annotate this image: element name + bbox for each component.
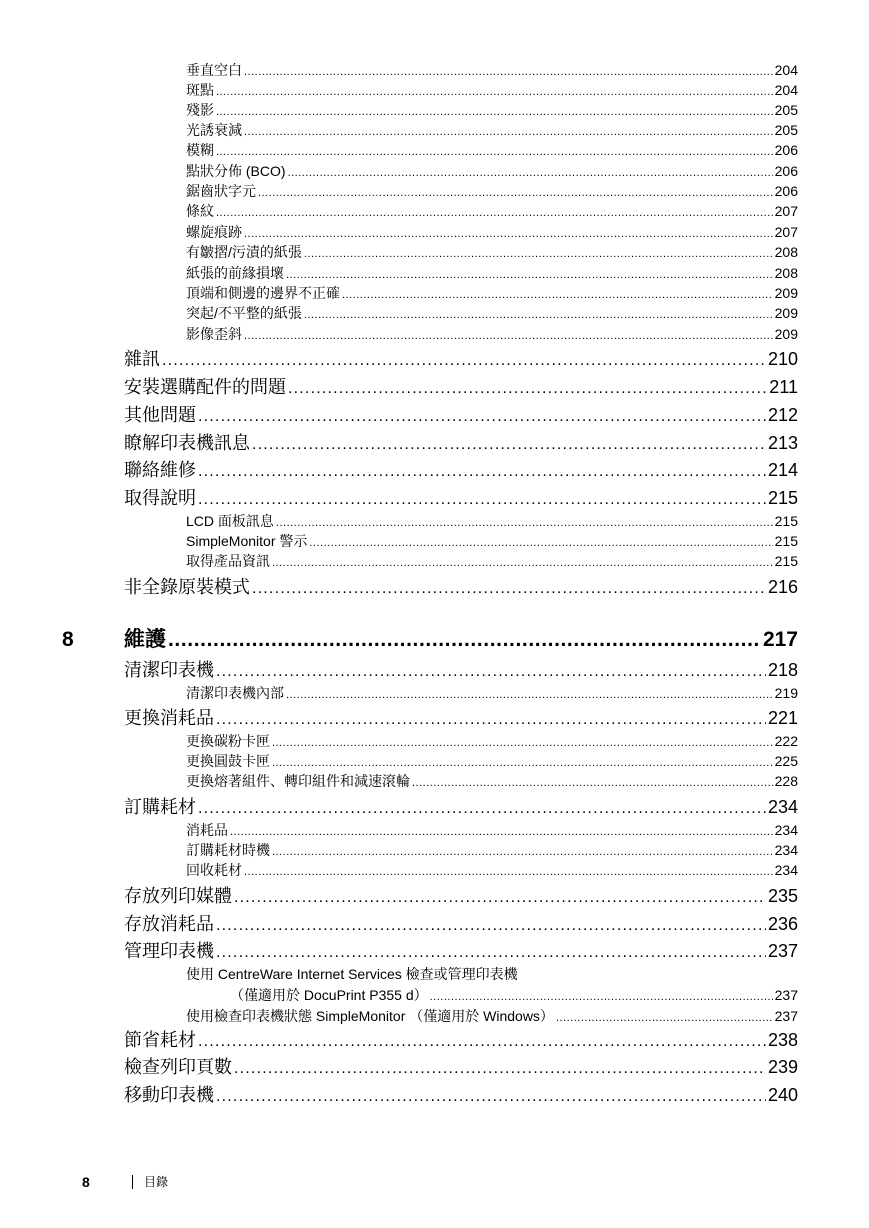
dot-leader xyxy=(216,143,773,161)
toc-entry-label: 更換碳粉卡匣 xyxy=(186,733,270,749)
dot-leader xyxy=(168,628,761,652)
toc-entry-page: 208 xyxy=(774,265,798,281)
toc-entry-page: 234 xyxy=(767,797,798,817)
toc-entry[interactable] xyxy=(186,121,798,141)
toc-entry[interactable] xyxy=(186,532,798,552)
toc-entry[interactable] xyxy=(124,940,798,964)
toc-entry-page: 212 xyxy=(767,405,798,425)
toc-entry[interactable] xyxy=(186,841,798,861)
dot-leader xyxy=(286,266,773,284)
dot-leader xyxy=(216,103,773,121)
toc-entry[interactable] xyxy=(124,459,798,483)
toc-entry-page: 204 xyxy=(774,62,798,78)
toc-entry-label: 更換消耗品 xyxy=(124,708,214,728)
footer-section-title: 目錄 xyxy=(144,1175,169,1189)
toc-entry[interactable] xyxy=(124,1056,798,1080)
toc-entry-page: 204 xyxy=(774,82,798,98)
toc-entry-page: 228 xyxy=(774,773,798,789)
toc-entry[interactable] xyxy=(124,913,798,937)
toc-entry-page: 237 xyxy=(767,941,798,961)
toc-entry-page: 234 xyxy=(774,822,798,838)
toc-entry[interactable] xyxy=(124,659,798,683)
toc-entry-label: 更換圓鼓卡匣 xyxy=(186,753,270,769)
dot-leader xyxy=(412,774,773,792)
toc-entry-page: 238 xyxy=(767,1030,798,1050)
toc-entry-label: （僅適用於 DocuPrint P355 d） xyxy=(230,987,428,1003)
dot-leader xyxy=(244,863,773,881)
toc-entry-page: 214 xyxy=(767,460,798,480)
toc-entry-label: 聯絡維修 xyxy=(124,460,196,480)
dot-leader xyxy=(198,1031,766,1053)
dot-leader xyxy=(234,1058,766,1080)
toc-entry-label: 其他問題 xyxy=(124,405,196,425)
toc-entry-label: 頂端和側邊的邊界不正確 xyxy=(186,285,340,301)
toc-entry[interactable] xyxy=(124,707,798,731)
toc-entry[interactable] xyxy=(186,552,798,572)
toc-entry[interactable] xyxy=(186,101,798,121)
toc-entry[interactable] xyxy=(124,1029,798,1053)
toc-entry-page: 215 xyxy=(774,553,798,569)
dot-leader xyxy=(216,661,766,683)
toc-entry-label: 管理印表機 xyxy=(124,941,214,961)
toc-entry[interactable] xyxy=(186,684,798,704)
dot-leader xyxy=(430,988,773,1006)
toc-chapter-entry[interactable] xyxy=(124,628,798,652)
toc-entry-page: 207 xyxy=(774,224,798,240)
toc-entry[interactable] xyxy=(124,885,798,909)
toc-entry-page: 206 xyxy=(774,142,798,158)
toc-entry-page: 225 xyxy=(774,753,798,769)
dot-leader xyxy=(556,1009,773,1027)
dot-leader xyxy=(162,350,766,372)
toc-entry-label: 突起/不平整的紙張 xyxy=(186,305,302,321)
dot-leader xyxy=(198,406,766,428)
dot-leader xyxy=(244,123,773,141)
toc-entry-page: 234 xyxy=(774,862,798,878)
toc-entry-label: 模糊 xyxy=(186,142,214,158)
toc-entry-label: 點狀分佈 (BCO) xyxy=(186,163,286,179)
toc-entry-page: 209 xyxy=(774,326,798,342)
dot-leader xyxy=(244,225,773,243)
toc-entry-label: 存放列印媒體 xyxy=(124,886,232,906)
dot-leader xyxy=(272,734,773,752)
toc-entry[interactable] xyxy=(230,986,798,1006)
toc-entry-label: 訂購耗材時機 xyxy=(186,842,270,858)
toc-entry-label: 非全錄原裝模式 xyxy=(124,577,250,597)
toc-entry[interactable] xyxy=(124,376,798,400)
toc-entry-label: 雜訊 xyxy=(124,349,160,369)
toc-entry-label: 有皺摺/污漬的紙張 xyxy=(186,244,302,260)
toc-entry-label: 取得產品資訊 xyxy=(186,553,270,569)
toc-entry-page: 216 xyxy=(767,577,798,597)
toc-entry-label: 垂直空白 xyxy=(186,62,242,78)
toc-entry[interactable] xyxy=(186,202,798,222)
toc-entry-label: 殘影 xyxy=(186,102,214,118)
toc-entry-page: 218 xyxy=(767,660,798,680)
toc-entry[interactable] xyxy=(124,432,798,456)
toc-entry-page: 239 xyxy=(767,1057,798,1077)
toc-entry-page: 237 xyxy=(774,987,798,1003)
toc-entry[interactable] xyxy=(186,162,798,182)
dot-leader xyxy=(288,164,773,182)
toc-entry-page: 206 xyxy=(774,163,798,179)
dot-leader xyxy=(216,709,766,731)
toc-entry-label: 訂購耗材 xyxy=(124,797,196,817)
toc-entry-page: 209 xyxy=(774,285,798,301)
toc-entry[interactable] xyxy=(186,821,798,841)
toc-entry-page: 219 xyxy=(774,685,798,701)
toc-entry-page: 206 xyxy=(774,183,798,199)
dot-leader xyxy=(304,306,773,324)
toc-entry-page: 207 xyxy=(774,203,798,219)
toc-entry-page: 236 xyxy=(767,914,798,934)
toc-entry-label: 使用檢查印表機狀態 SimpleMonitor （僅適用於 Windows） xyxy=(186,1008,554,1024)
toc-entry-label: 螺旋痕跡 xyxy=(186,224,242,240)
toc-entry-label: 光誘衰減 xyxy=(186,122,242,138)
dot-leader xyxy=(342,286,773,304)
dot-leader xyxy=(244,327,773,345)
toc-entry[interactable] xyxy=(186,264,798,284)
dot-leader xyxy=(286,686,773,704)
toc-entry-page: 240 xyxy=(767,1085,798,1105)
toc-entry-label: 清潔印表機內部 xyxy=(186,685,284,701)
dot-leader xyxy=(216,204,773,222)
toc-entry[interactable] xyxy=(186,772,798,792)
toc-entry-page: 208 xyxy=(774,244,798,260)
toc-entry[interactable] xyxy=(186,732,798,752)
toc-entry[interactable] xyxy=(186,81,798,101)
dot-leader xyxy=(216,942,766,964)
toc-entry-page: 215 xyxy=(774,533,798,549)
toc-entry[interactable] xyxy=(124,576,798,600)
dot-leader xyxy=(309,534,772,552)
dot-leader xyxy=(198,798,766,820)
toc-entry-label: 瞭解印表機訊息 xyxy=(124,433,250,453)
toc-entry-label: 消耗品 xyxy=(186,822,228,838)
toc-entry[interactable] xyxy=(186,223,798,243)
toc-entry-page: 211 xyxy=(769,377,798,397)
toc-entry[interactable] xyxy=(186,304,798,324)
toc-entry-label-line1[interactable]: 使用 CentreWare Internet Services 檢查或管理印表機 xyxy=(186,966,518,982)
toc-entry-label: 斑點 xyxy=(186,82,214,98)
toc-entry[interactable] xyxy=(186,752,798,772)
toc-entry-label: 節省耗材 xyxy=(124,1030,196,1050)
toc-entry-label: LCD 面板訊息 xyxy=(186,513,274,529)
dot-leader xyxy=(272,754,773,772)
toc-entry[interactable] xyxy=(186,284,798,304)
toc-entry[interactable] xyxy=(186,325,798,345)
toc-entry[interactable] xyxy=(186,182,798,202)
toc-entry-page: 215 xyxy=(767,488,798,508)
toc-entry[interactable] xyxy=(124,1084,798,1108)
toc-entry-page: 205 xyxy=(774,102,798,118)
toc-entry[interactable] xyxy=(186,243,798,263)
toc-entry[interactable] xyxy=(124,404,798,428)
dot-leader xyxy=(304,245,773,263)
toc-entry[interactable] xyxy=(186,512,798,532)
toc-entry-label: 清潔印表機 xyxy=(124,660,214,680)
dot-leader xyxy=(272,843,773,861)
toc-entry-page: 205 xyxy=(774,122,798,138)
toc-entry-page: 234 xyxy=(774,842,798,858)
toc-entry-label: 回收耗材 xyxy=(186,862,242,878)
toc-entry-label: 影像歪斜 xyxy=(186,326,242,342)
toc-entry[interactable] xyxy=(124,796,798,820)
dot-leader xyxy=(230,823,773,841)
dot-leader xyxy=(258,184,773,202)
dot-leader xyxy=(244,63,773,81)
toc-entry-page: 217 xyxy=(762,628,798,651)
toc-entry-page: 222 xyxy=(774,733,798,749)
dot-leader xyxy=(272,554,773,572)
toc-entry[interactable] xyxy=(124,487,798,511)
footer-page-number: 8 xyxy=(82,1174,90,1190)
toc-entry[interactable] xyxy=(186,861,798,881)
toc-entry-page: 235 xyxy=(767,886,798,906)
toc-entry-label: 存放消耗品 xyxy=(124,914,214,934)
toc-entry-label: 紙張的前緣損壞 xyxy=(186,265,284,281)
chapter-number: 8 xyxy=(62,628,74,651)
toc-entry-label: 檢查列印頁數 xyxy=(124,1057,232,1077)
dot-leader xyxy=(216,1086,766,1108)
toc-entry-label: 安裝選購配件的問題 xyxy=(124,377,286,397)
dot-leader xyxy=(288,378,767,400)
toc-entry-label: 取得說明 xyxy=(124,488,196,508)
footer-divider xyxy=(132,1175,133,1189)
toc-entry-label: 條紋 xyxy=(186,203,214,219)
toc-entry-page: 237 xyxy=(774,1008,798,1024)
toc-entry-page: 221 xyxy=(767,708,798,728)
toc-entry-page: 209 xyxy=(774,305,798,321)
toc-entry[interactable] xyxy=(186,61,798,81)
dot-leader xyxy=(216,83,773,101)
dot-leader xyxy=(252,578,766,600)
toc-entry-label: 維護 xyxy=(124,628,166,651)
dot-leader xyxy=(198,489,766,511)
dot-leader xyxy=(216,915,766,937)
dot-leader xyxy=(252,434,766,456)
toc-entry-page: 213 xyxy=(767,433,798,453)
dot-leader xyxy=(276,514,773,532)
toc-entry-label: 更換熔著組件、轉印組件和減速滾輪 xyxy=(186,773,410,789)
toc-entry-page: 215 xyxy=(774,513,798,529)
toc-entry[interactable] xyxy=(124,348,798,372)
dot-leader xyxy=(234,887,766,909)
toc-entry-page: 210 xyxy=(767,349,798,369)
toc-entry-label: 鋸齒狀字元 xyxy=(186,183,256,199)
toc-entry[interactable] xyxy=(186,141,798,161)
toc-entry-label: SimpleMonitor 警示 xyxy=(186,533,308,549)
dot-leader xyxy=(198,461,766,483)
toc-entry-label: 移動印表機 xyxy=(124,1085,214,1105)
toc-entry[interactable] xyxy=(186,1007,798,1027)
